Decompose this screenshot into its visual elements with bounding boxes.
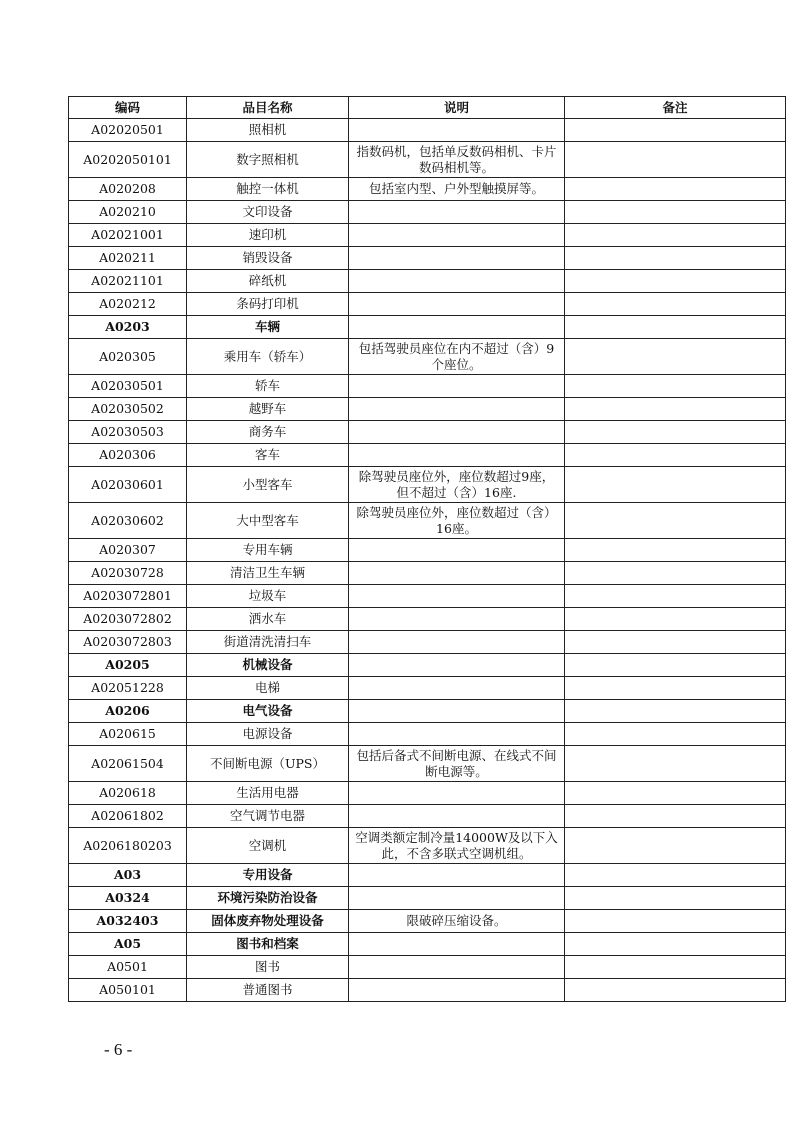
cell-note: [565, 339, 786, 375]
cell-note: [565, 933, 786, 956]
header-desc: 说明: [349, 97, 565, 119]
cell-name: 垃圾车: [187, 585, 349, 608]
cell-desc: [349, 224, 565, 247]
cell-note: [565, 677, 786, 700]
cell-note: [565, 444, 786, 467]
table-row: [69, 224, 786, 247]
cell-name: 文印设备: [187, 201, 349, 224]
cell-name: 图书和档案: [187, 933, 349, 956]
table-row: [69, 316, 786, 339]
table-body: [69, 119, 786, 1002]
cell-name: 不间断电源（UPS）: [187, 746, 349, 782]
table-row: [69, 270, 786, 293]
cell-note: [565, 201, 786, 224]
cell-desc: 包括室内型、户外型触摸屏等。: [349, 178, 565, 201]
cell-name: 生活用电器: [187, 782, 349, 805]
cell-name: 数字照相机: [187, 142, 349, 178]
cell-name: 轿车: [187, 375, 349, 398]
cell-desc: [349, 700, 565, 723]
header-note: 备注: [565, 97, 786, 119]
cell-desc: 除驾驶员座位外，座位数超过9座，但不超过（含）16座.: [349, 467, 565, 503]
table-row: [69, 933, 786, 956]
cell-name: 触控一体机: [187, 178, 349, 201]
table-row: [69, 746, 786, 782]
cell-code: A0501: [69, 956, 187, 979]
table-row: [69, 119, 786, 142]
cell-desc: 包括驾驶员座位在内不超过（含）9个座位。: [349, 339, 565, 375]
table-row: [69, 562, 786, 585]
catalog-table: [68, 96, 786, 1002]
cell-desc: [349, 539, 565, 562]
cell-code: A02030602: [69, 503, 187, 539]
cell-name: 车辆: [187, 316, 349, 339]
table-row: [69, 782, 786, 805]
cell-code: A02030502: [69, 398, 187, 421]
cell-name: 乘用车（轿车）: [187, 339, 349, 375]
table-row: [69, 201, 786, 224]
cell-desc: [349, 805, 565, 828]
cell-desc: 限破碎压缩设备。: [349, 910, 565, 933]
cell-desc: [349, 585, 565, 608]
cell-desc: [349, 293, 565, 316]
cell-code: A03: [69, 864, 187, 887]
cell-name: 碎纸机: [187, 270, 349, 293]
table-row: [69, 375, 786, 398]
cell-code: A020615: [69, 723, 187, 746]
cell-code: A020306: [69, 444, 187, 467]
cell-desc: 指数码机，包括单反数码相机、卡片数码相机等。: [349, 142, 565, 178]
cell-name: 电气设备: [187, 700, 349, 723]
cell-code: A020208: [69, 178, 187, 201]
cell-note: [565, 746, 786, 782]
cell-name: 机械设备: [187, 654, 349, 677]
cell-desc: [349, 887, 565, 910]
cell-name: 街道清洗清扫车: [187, 631, 349, 654]
table-row: [69, 910, 786, 933]
cell-name: 电梯: [187, 677, 349, 700]
cell-desc: [349, 375, 565, 398]
cell-note: [565, 270, 786, 293]
cell-note: [565, 119, 786, 142]
cell-code: A020305: [69, 339, 187, 375]
cell-note: [565, 178, 786, 201]
cell-name: 普通图书: [187, 979, 349, 1002]
cell-note: [565, 585, 786, 608]
table-row: [69, 631, 786, 654]
cell-name: 大中型客车: [187, 503, 349, 539]
cell-desc: [349, 723, 565, 746]
cell-note: [565, 910, 786, 933]
cell-name: 电源设备: [187, 723, 349, 746]
cell-code: A020307: [69, 539, 187, 562]
cell-desc: [349, 608, 565, 631]
cell-code: A020210: [69, 201, 187, 224]
cell-note: [565, 700, 786, 723]
cell-name: 空调机: [187, 828, 349, 864]
cell-code: A02030601: [69, 467, 187, 503]
cell-name: 空气调节电器: [187, 805, 349, 828]
cell-note: [565, 398, 786, 421]
cell-desc: [349, 631, 565, 654]
cell-desc: [349, 933, 565, 956]
table-row: [69, 178, 786, 201]
table-row: [69, 247, 786, 270]
cell-code: A0324: [69, 887, 187, 910]
cell-code: A0206180203: [69, 828, 187, 864]
cell-note: [565, 828, 786, 864]
cell-note: [565, 224, 786, 247]
cell-code: A02051228: [69, 677, 187, 700]
cell-desc: 空调类额定制冷量14000W及以下入此，不含多联式空调机组。: [349, 828, 565, 864]
cell-desc: [349, 201, 565, 224]
cell-desc: [349, 979, 565, 1002]
cell-note: [565, 467, 786, 503]
table-row: [69, 979, 786, 1002]
cell-code: A02030728: [69, 562, 187, 585]
cell-note: [565, 539, 786, 562]
cell-name: 越野车: [187, 398, 349, 421]
table-row: [69, 503, 786, 539]
table-row: [69, 608, 786, 631]
cell-code: A020211: [69, 247, 187, 270]
cell-desc: [349, 654, 565, 677]
cell-desc: [349, 782, 565, 805]
cell-note: [565, 723, 786, 746]
cell-desc: [349, 864, 565, 887]
page-number: - 6 -: [104, 1040, 133, 1059]
cell-name: 环境污染防治设备: [187, 887, 349, 910]
cell-code: A02020501: [69, 119, 187, 142]
cell-code: A02030501: [69, 375, 187, 398]
cell-note: [565, 887, 786, 910]
cell-desc: 除驾驶员座位外，座位数超过（含）16座。: [349, 503, 565, 539]
cell-desc: [349, 677, 565, 700]
table-row: [69, 339, 786, 375]
cell-name: 专用设备: [187, 864, 349, 887]
header-name: 品目名称: [187, 97, 349, 119]
cell-name: 客车: [187, 444, 349, 467]
cell-desc: 包括后备式不间断电源、在线式不间断电源等。: [349, 746, 565, 782]
cell-code: A02021001: [69, 224, 187, 247]
cell-name: 固体废弃物处理设备: [187, 910, 349, 933]
cell-code: A05: [69, 933, 187, 956]
cell-name: 专用车辆: [187, 539, 349, 562]
table-row: [69, 828, 786, 864]
cell-note: [565, 631, 786, 654]
table-row: [69, 723, 786, 746]
cell-note: [565, 247, 786, 270]
cell-code: A020618: [69, 782, 187, 805]
cell-note: [565, 956, 786, 979]
cell-desc: [349, 119, 565, 142]
table-row: [69, 585, 786, 608]
table-row: [69, 864, 786, 887]
table-row: [69, 398, 786, 421]
cell-name: 小型客车: [187, 467, 349, 503]
cell-note: [565, 782, 786, 805]
cell-note: [565, 654, 786, 677]
cell-desc: [349, 398, 565, 421]
cell-name: 清洁卫生车辆: [187, 562, 349, 585]
table-row: [69, 467, 786, 503]
cell-desc: [349, 444, 565, 467]
cell-name: 图书: [187, 956, 349, 979]
table-row: [69, 700, 786, 723]
cell-note: [565, 979, 786, 1002]
cell-code: A032403: [69, 910, 187, 933]
table-row: [69, 539, 786, 562]
cell-name: 照相机: [187, 119, 349, 142]
cell-note: [565, 375, 786, 398]
cell-code: A0202050101: [69, 142, 187, 178]
table-row: [69, 293, 786, 316]
cell-desc: [349, 247, 565, 270]
cell-name: 洒水车: [187, 608, 349, 631]
cell-code: A02030503: [69, 421, 187, 444]
cell-code: A020212: [69, 293, 187, 316]
table-row: [69, 421, 786, 444]
cell-desc: [349, 316, 565, 339]
cell-note: [565, 142, 786, 178]
cell-note: [565, 864, 786, 887]
table-row: [69, 142, 786, 178]
cell-note: [565, 805, 786, 828]
cell-desc: [349, 562, 565, 585]
cell-note: [565, 503, 786, 539]
cell-name: 速印机: [187, 224, 349, 247]
cell-code: A0203072803: [69, 631, 187, 654]
table-row: [69, 444, 786, 467]
cell-code: A0206: [69, 700, 187, 723]
table-row: [69, 677, 786, 700]
cell-code: A0203: [69, 316, 187, 339]
cell-note: [565, 562, 786, 585]
cell-note: [565, 293, 786, 316]
cell-note: [565, 316, 786, 339]
cell-code: A0203072801: [69, 585, 187, 608]
cell-name: 条码打印机: [187, 293, 349, 316]
table-row: [69, 956, 786, 979]
cell-note: [565, 421, 786, 444]
header-code: 编码: [69, 97, 187, 119]
cell-code: A0205: [69, 654, 187, 677]
table-row: [69, 887, 786, 910]
cell-desc: [349, 270, 565, 293]
table-row: [69, 654, 786, 677]
cell-code: A02021101: [69, 270, 187, 293]
cell-name: 商务车: [187, 421, 349, 444]
cell-desc: [349, 421, 565, 444]
cell-code: A02061504: [69, 746, 187, 782]
table-row: [69, 805, 786, 828]
cell-code: A050101: [69, 979, 187, 1002]
cell-name: 销毁设备: [187, 247, 349, 270]
cell-note: [565, 608, 786, 631]
table-header-row: [69, 97, 786, 119]
cell-code: A02061802: [69, 805, 187, 828]
cell-code: A0203072802: [69, 608, 187, 631]
cell-desc: [349, 956, 565, 979]
